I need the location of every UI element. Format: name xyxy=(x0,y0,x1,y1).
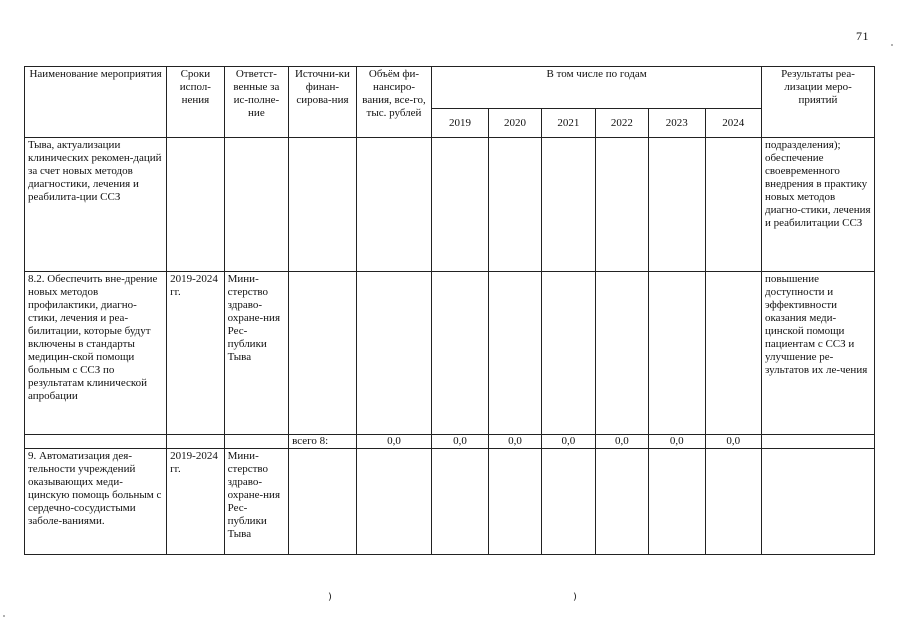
header-year: 2022 xyxy=(595,109,648,138)
cell-name: 9. Автоматизация дея-тельности учреждений оказывающих меди-цинскую помощь больным с сердечно-сосудистыми заболе-ваниями. xyxy=(25,449,167,555)
cell-year-value xyxy=(649,449,705,555)
header-terms: Сроки испол-нения xyxy=(167,67,224,138)
header-name: Наименование мероприятия xyxy=(25,67,167,138)
scan-speck xyxy=(3,615,5,617)
cell-sources xyxy=(289,272,357,435)
cell-sources-total: всего 8: xyxy=(289,435,357,449)
table-row xyxy=(25,449,875,555)
cell-results xyxy=(761,435,874,449)
cell-year-value xyxy=(542,272,595,435)
cell-year-total: 0,0 xyxy=(595,435,648,449)
cell-results xyxy=(761,449,874,555)
header-year: 2021 xyxy=(542,109,595,138)
header-year: 2023 xyxy=(649,109,705,138)
table-row xyxy=(25,138,875,272)
header-results: Результаты реа-лизации меро-приятий xyxy=(761,67,874,138)
cell-responsible xyxy=(224,138,289,272)
cell-volume xyxy=(356,138,432,272)
cell-volume-total: 0,0 xyxy=(356,435,432,449)
cell-year-value xyxy=(432,272,488,435)
cell-results: повышение доступности и эффективности оказания меди-цинской помощи пациентам с ССЗ и улучшение ре-зультатов их ле-чения xyxy=(761,272,874,435)
cell-year-value xyxy=(542,138,595,272)
table-row xyxy=(25,272,875,435)
cell-sources xyxy=(289,449,357,555)
cell-terms: 2019-2024 гг. xyxy=(167,449,224,555)
header-year: 2019 xyxy=(432,109,488,138)
cell-year-value xyxy=(432,449,488,555)
cell-year-value xyxy=(488,138,541,272)
cell-year-value xyxy=(649,138,705,272)
cell-year-value xyxy=(595,272,648,435)
cell-year-total: 0,0 xyxy=(542,435,595,449)
scan-mark: ⁾ xyxy=(328,590,332,609)
cell-terms: 2019-2024 гг. xyxy=(167,272,224,435)
header-by-years: В том числе по годам xyxy=(432,67,762,109)
cell-year-total: 0,0 xyxy=(705,435,761,449)
cell-year-value xyxy=(488,272,541,435)
financing-plan-table xyxy=(24,66,875,555)
cell-name xyxy=(25,435,167,449)
cell-year-value xyxy=(542,449,595,555)
cell-year-value xyxy=(595,449,648,555)
cell-year-value xyxy=(432,138,488,272)
cell-year-value xyxy=(595,138,648,272)
cell-sources xyxy=(289,138,357,272)
cell-name: 8.2. Обеспечить вне-дрение новых методов профилактики, диагно-стики, лечения и реа-билитации, которые будут включены в стандарты медицин-ской помощи больным с ССЗ по результатам клинической апробации xyxy=(25,272,167,435)
cell-responsible: Мини-стерство здраво-охране-ния Рес-публики Тыва xyxy=(224,272,289,435)
cell-responsible: Мини-стерство здраво-охране-ния Рес-публики Тыва xyxy=(224,449,289,555)
cell-terms xyxy=(167,138,224,272)
cell-year-value xyxy=(649,272,705,435)
cell-year-value xyxy=(705,138,761,272)
header-volume: Объём фи-нансиро-вания, все-го, тыс. рублей xyxy=(356,67,432,138)
cell-year-total: 0,0 xyxy=(649,435,705,449)
cell-year-value xyxy=(488,449,541,555)
cell-results: подразделения); обеспечение своевременного внедрения в практику новых методов диагно-стики, лечения и реабилитации ССЗ xyxy=(761,138,874,272)
cell-volume xyxy=(356,449,432,555)
header-year: 2020 xyxy=(488,109,541,138)
cell-year-value xyxy=(705,272,761,435)
cell-responsible xyxy=(224,435,289,449)
scan-speck xyxy=(891,44,893,46)
page-number: 71 xyxy=(856,29,869,43)
scan-mark: ⁾ xyxy=(573,590,577,609)
total-row xyxy=(25,435,875,449)
cell-name: Тыва, актуализации клинических рекомен-даций за счет новых методов диагностики, лечения и реабилита-ции ССЗ xyxy=(25,138,167,272)
header-row xyxy=(25,67,875,109)
cell-year-value xyxy=(705,449,761,555)
cell-year-total: 0,0 xyxy=(432,435,488,449)
header-year: 2024 xyxy=(705,109,761,138)
cell-terms xyxy=(167,435,224,449)
cell-year-total: 0,0 xyxy=(488,435,541,449)
header-sources: Источни-ки финан-сирова-ния xyxy=(289,67,357,138)
header-responsible: Ответст-венные за ис-полне-ние xyxy=(224,67,289,138)
cell-volume xyxy=(356,272,432,435)
